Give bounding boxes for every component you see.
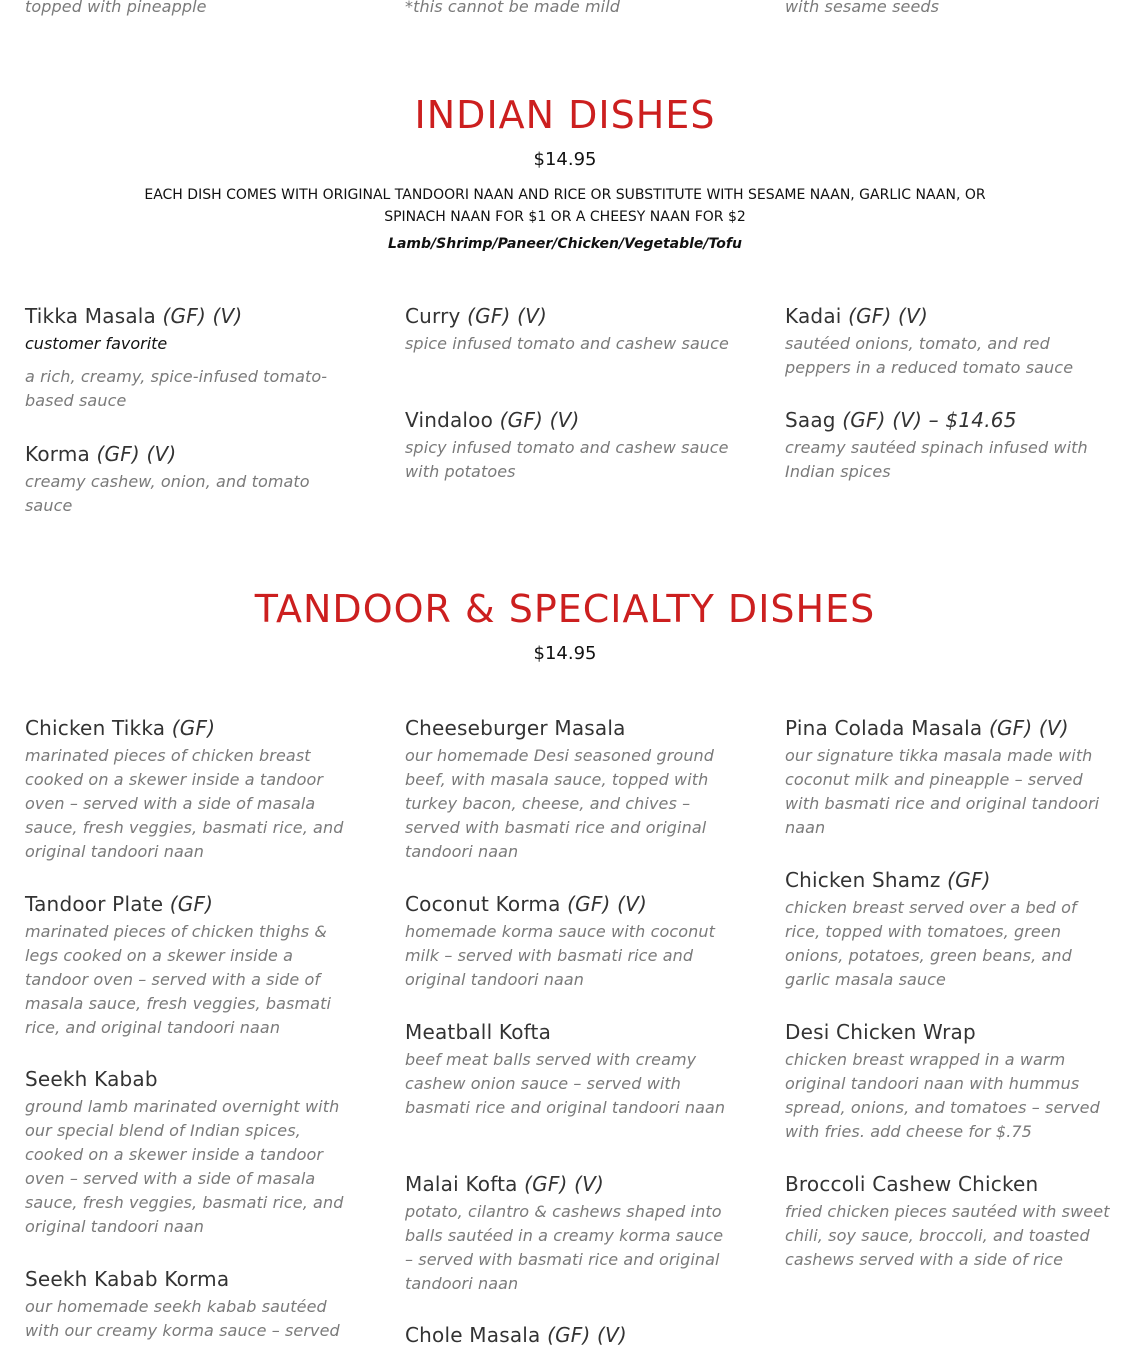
menu-item-name: Chole Masala (405, 1323, 541, 1347)
menu-item-title (25, 1266, 355, 1292)
menu-item-name: Meatball Kofta (405, 1020, 552, 1044)
menu-item-tags: (GF) (V) (547, 1323, 627, 1347)
menu-item-meatball-kofta (405, 1019, 735, 1120)
menu-item-title (25, 1066, 355, 1092)
menu-item-description: beef meat balls served with creamy cashew onion sauce – served with basmati rice and original tandoori naan (405, 1050, 726, 1117)
menu-item-title (785, 867, 1110, 893)
customer-favorite-label: customer favorite (25, 334, 168, 353)
menu-item-title (25, 303, 355, 329)
menu-item-description: creamy sautéed spinach infused with Indian spices (785, 438, 1088, 481)
menu-item-curry (405, 303, 735, 356)
menu-item-name: Saag (785, 408, 836, 432)
menu-item-name: Kadai (785, 304, 842, 328)
menu-item-name: Coconut Korma (405, 892, 561, 916)
menu-item-name: Seekh Kabab Korma (25, 1267, 230, 1291)
menu-item-name: Desi Chicken Wrap (785, 1020, 976, 1044)
menu-item-description: marinated pieces of chicken breast cooked on a skewer inside a tandoor oven – served with a side of masala sauce, fresh veggies, basmati rice, and original tandoori naan (25, 746, 344, 861)
menu-item-description: fried chicken pieces sautéed with sweet chili, soy sauce, broccoli, and toasted cashews served with a side of rice (785, 1202, 1110, 1269)
menu-item-title (785, 303, 1110, 329)
menu-item-tags: (GF) (169, 892, 214, 916)
menu-item-description: our homemade Desi seasoned ground beef, with masala sauce, topped with turkey bacon, cheese, and chives – served with basmati rice and original tandoori naan (405, 746, 715, 861)
menu-item-title (405, 891, 735, 917)
menu-item-tags: (GF) (V) (499, 408, 580, 432)
menu-item-malai-kofta (405, 1171, 735, 1296)
menu-item-name: Vindaloo (405, 408, 494, 432)
menu-item-title (25, 715, 355, 741)
indian-note-line: EACH DISH COMES WITH ORIGINAL TANDOORI NAAN AND RICE OR SUBSTITUTE WITH SESAME NAAN, GARLIC NAAN, OR (144, 187, 986, 203)
previous-item-description: *this cannot be made mild (405, 0, 621, 16)
menu-item-description: creamy cashew, onion, and tomato sauce (25, 472, 310, 515)
menu-item-tandoor-plate (25, 891, 355, 1040)
menu-item-description: ground lamb marinated overnight with our special blend of Indian spices, cooked on a skewer inside a tandoor oven – served with a side of masala sauce, fresh veggies, basmati rice, and original tandoori naan (25, 1097, 344, 1236)
menu-item-name: Tandoor Plate (25, 892, 164, 916)
menu-item-saag (785, 407, 1110, 484)
menu-item-name: Chicken Tikka (25, 716, 166, 740)
menu-item-description: our homemade seekh kabab sautéed with our creamy korma sauce – served (25, 1297, 340, 1340)
menu-item-description: chicken breast wrapped in a warm original tandoori naan with hummus spread, onions, and tomatoes – served with fries. add cheese for $.75 (785, 1050, 1100, 1141)
menu-item-title (405, 1171, 735, 1197)
menu-item-chole-masala (405, 1322, 735, 1348)
menu-item-name: Malai Kofta (405, 1172, 518, 1196)
indian-section-note (0, 184, 1130, 228)
menu-item-description: a rich, creamy, spice-infused tomato-based sauce (25, 367, 328, 410)
menu-item-description: our signature tikka masala made with coconut milk and pineapple – served with basmati rice and original tandoori naan (785, 746, 1100, 837)
menu-item-seekh-kabab-korma (25, 1266, 355, 1343)
menu-item-name: Tikka Masala (25, 304, 156, 328)
menu-item-description: chicken breast served over a bed of rice, topped with tomatoes, green onions, potatoes, green beans, and garlic masala sauce (785, 898, 1077, 989)
menu-item-korma (25, 441, 355, 518)
menu-item-name: Cheeseburger Masala (405, 716, 626, 740)
menu-item-tags: (GF) (V) (467, 304, 547, 328)
menu-item-tags: (GF) (V) (96, 442, 177, 466)
tandoor-section-price: $14.95 (533, 643, 597, 664)
menu-item-title (405, 1019, 735, 1045)
menu-item-broccoli-cashew-chicken (785, 1171, 1110, 1272)
indian-section-title: INDIAN DISHES (414, 93, 716, 137)
menu-item-vindaloo (405, 407, 735, 484)
menu-item-name: Pina Colada Masala (785, 716, 983, 740)
menu-item-name: Seekh Kabab (25, 1067, 158, 1091)
menu-item-title (25, 441, 355, 467)
menu-item-chicken-tikka (25, 715, 355, 864)
menu-item-tags: (GF) (V) (162, 304, 243, 328)
menu-item-chicken-shamz (785, 867, 1110, 992)
menu-item-name: Korma (25, 442, 90, 466)
menu-item-title (405, 715, 735, 741)
menu-item-description: sautéed onions, tomato, and red peppers in a reduced tomato sauce (785, 334, 1074, 377)
menu-item-title (785, 1171, 1110, 1197)
menu-item-name: Curry (405, 304, 461, 328)
menu-item-description: homemade korma sauce with coconut milk – served with basmati rice and original tandoori naan (405, 922, 716, 989)
menu-item-title (785, 407, 1110, 433)
menu-item-tags: (GF) (V) (848, 304, 928, 328)
indian-section-price: $14.95 (533, 149, 597, 170)
menu-item-description: potato, cilantro & cashews shaped into balls sautéed in a creamy korma sauce – served with basmati rice and original tandoori naan (405, 1202, 724, 1293)
menu-item-title (785, 1019, 1110, 1045)
indian-note-line: SPINACH NAAN FOR $1 OR A CHEESY NAAN FOR $2 (384, 209, 746, 225)
menu-item-title (405, 1322, 735, 1348)
menu-item-description: spicy infused tomato and cashew sauce with potatoes (405, 438, 729, 481)
menu-item-name: Chicken Shamz (785, 868, 941, 892)
menu-item-description: spice infused tomato and cashew sauce (405, 334, 729, 353)
menu-item-tags: (GF) (V) (988, 716, 1069, 740)
menu-item-tags: (GF) (V) (567, 892, 647, 916)
menu-item-tags: (GF) (947, 868, 991, 892)
menu-item-tags: (GF) (V) (524, 1172, 605, 1196)
menu-item-name: Broccoli Cashew Chicken (785, 1172, 1039, 1196)
menu-item-description: marinated pieces of chicken thighs & legs cooked on a skewer inside a tandoor oven – served with a side of masala sauce, fresh veggies, basmati rice, and original tandoori naan (25, 922, 332, 1037)
menu-item-kadai (785, 303, 1110, 380)
menu-item-pina-colada-masala (785, 715, 1110, 840)
menu-item-desi-chicken-wrap (785, 1019, 1110, 1144)
menu-item-title (405, 407, 735, 433)
tandoor-section-title: TANDOOR & SPECIALTY DISHES (254, 587, 876, 631)
menu-item-title (25, 891, 355, 917)
indian-protein-options: Lamb/Shrimp/Paneer/Chicken/Vegetable/Tofu (388, 236, 742, 252)
menu-item-tikka-masala (25, 303, 355, 413)
menu-item-tags: (GF) (171, 716, 216, 740)
previous-item-description: topped with pineapple (25, 0, 207, 16)
menu-item-title (785, 715, 1110, 741)
menu-item-coconut-korma (405, 891, 735, 992)
previous-item-description: with sesame seeds (785, 0, 940, 16)
menu-item-seekh-kabab (25, 1066, 355, 1239)
menu-item-cheeseburger-masala (405, 715, 735, 864)
menu-item-tags: (GF) (V) – $14.65 (842, 408, 1017, 432)
menu-item-title (405, 303, 735, 329)
